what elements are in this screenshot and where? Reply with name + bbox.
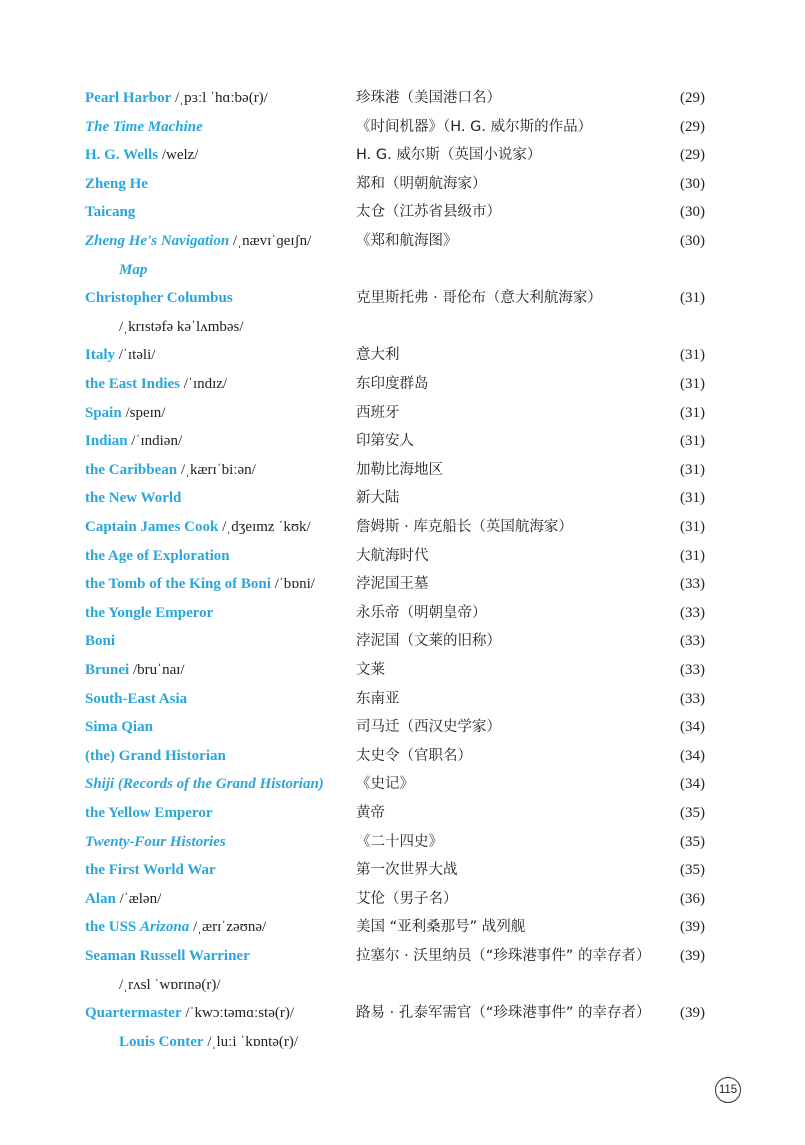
- glossary-row: [0, 256, 805, 284]
- glossary-row: [0, 513, 805, 541]
- page-ref: (30): [680, 204, 705, 221]
- page-ref: (34): [680, 719, 705, 736]
- term-cell: [85, 685, 187, 713]
- headword: Shiji (Records of the Grand Historian): [85, 776, 324, 793]
- term-cell: [85, 513, 311, 541]
- headword: Brunei: [85, 662, 130, 678]
- phonetic: /ˌdʒeɪmz ˈkʊk/: [218, 519, 311, 535]
- page-ref: (36): [680, 890, 705, 907]
- page-ref: (31): [680, 290, 705, 307]
- page-ref: (31): [680, 404, 705, 421]
- term-cell: [85, 399, 165, 427]
- page-ref: (31): [680, 490, 705, 507]
- glossary-row: [0, 341, 805, 369]
- chinese-gloss: 加勒比海地区: [356, 461, 443, 478]
- headword: Louis Conter: [119, 1033, 204, 1050]
- page-ref: (39): [680, 919, 705, 936]
- phonetic: /ˈɪndiən/: [127, 433, 183, 450]
- term-cell: [85, 542, 230, 570]
- phonetic: /ˈɪndɪz/: [180, 376, 228, 392]
- headword: the Age of Exploration: [85, 547, 230, 564]
- term-cell: [85, 341, 155, 369]
- phonetic: /ˈkwɔːtəmɑːstə(r)/: [181, 1005, 295, 1022]
- term-cell: [85, 113, 203, 141]
- chinese-gloss: 浡泥国（文莱的旧称）: [356, 633, 501, 650]
- headword: the Yongle Emperor: [85, 604, 214, 621]
- page-ref: (30): [680, 233, 705, 249]
- chinese-gloss: 《郑和航海图》: [356, 233, 458, 249]
- glossary-row: [0, 370, 805, 398]
- phonetic: /ˌkrɪstəfə kəˈlʌmbəs/: [119, 318, 244, 335]
- page-ref: (33): [680, 604, 705, 621]
- term-cell: [85, 656, 185, 684]
- chinese-gloss: 《史记》: [356, 776, 414, 793]
- glossary-row: [0, 399, 805, 427]
- phonetic: /bruˈnaɪ/: [129, 662, 185, 678]
- term-cell: [85, 828, 226, 856]
- glossary-row: [0, 113, 805, 141]
- chinese-gloss: 《时间机器》（H. G. 威尔斯的作品）: [356, 118, 593, 135]
- headword: Alan: [85, 890, 116, 907]
- phonetic: /ˌkærɪˈbiːən/: [177, 461, 256, 478]
- headword: the Yellow Emperor: [85, 805, 213, 821]
- glossary-row: [0, 484, 805, 512]
- headword: South-East Asia: [85, 690, 188, 707]
- term-cell: [85, 570, 315, 598]
- term-cell: [85, 913, 266, 941]
- headword-italic: Arizona: [140, 919, 190, 936]
- phonetic: /ˈælən/: [115, 890, 162, 907]
- term-cell: [85, 170, 148, 198]
- glossary-row: [0, 713, 805, 741]
- term-cell: [85, 885, 161, 913]
- page-ref: (34): [680, 776, 705, 793]
- term-cell: [119, 971, 221, 999]
- headword: Christopher Columbus: [85, 290, 233, 307]
- page-ref: (33): [680, 576, 705, 593]
- chinese-gloss: 艾伦（男子名）: [356, 890, 458, 907]
- headword: Sima Qian: [85, 719, 153, 736]
- chinese-gloss: 印第安人: [356, 433, 414, 450]
- headword: (the) Grand Historian: [85, 747, 226, 764]
- chinese-gloss: 新大陆: [356, 490, 400, 507]
- page-ref: (29): [680, 118, 705, 135]
- glossary-row: [0, 627, 805, 655]
- chinese-gloss: 司马迁（西汉史学家）: [356, 719, 501, 736]
- term-cell: [85, 227, 311, 255]
- headword: Spain: [85, 404, 122, 421]
- page-ref: (39): [680, 1005, 705, 1022]
- term-cell: [119, 1028, 298, 1056]
- page-ref: (33): [680, 690, 705, 707]
- term-cell: [85, 427, 182, 455]
- term-cell: [85, 370, 227, 398]
- page-number: 115: [715, 1077, 741, 1103]
- term-cell: [85, 484, 181, 512]
- headword: the First World War: [85, 862, 216, 879]
- chinese-gloss: H. G. 威尔斯（英国小说家）: [356, 147, 542, 164]
- glossary-row: [0, 999, 805, 1027]
- headword: Indian: [85, 433, 128, 450]
- chinese-gloss: 第一次世界大战: [356, 862, 458, 879]
- headword: the USS: [85, 919, 141, 936]
- page-ref: (35): [680, 833, 705, 850]
- chinese-gloss: 大航海时代: [356, 547, 429, 564]
- term-cell: [119, 313, 244, 341]
- headword: Map: [119, 261, 148, 278]
- term-cell: [85, 856, 216, 884]
- headword: the Caribbean: [85, 461, 178, 478]
- glossary-row: [0, 971, 805, 999]
- page-ref: (31): [680, 461, 705, 478]
- page-ref: (33): [680, 662, 705, 678]
- chinese-gloss: 文莱: [356, 662, 385, 678]
- page-ref: (34): [680, 747, 705, 764]
- page-ref: (35): [680, 805, 705, 821]
- headword: the New World: [85, 490, 182, 507]
- glossary-row: [0, 170, 805, 198]
- headword: Seaman Russell Warriner: [85, 948, 250, 964]
- phonetic: /ˈbɒni/: [270, 576, 315, 593]
- term-cell: [85, 627, 115, 655]
- glossary-row: [0, 1028, 805, 1056]
- glossary-row: [0, 227, 805, 255]
- chinese-gloss: 黄帝: [356, 805, 385, 821]
- glossary-row: [0, 456, 805, 484]
- glossary-row: [0, 856, 805, 884]
- term-cell: [85, 942, 250, 970]
- headword: Zheng He: [85, 175, 148, 192]
- headword: The Time Machine: [85, 118, 203, 135]
- glossary-row: [0, 313, 805, 341]
- headword: Quartermaster: [85, 1005, 182, 1022]
- phonetic: /ˌærɪˈzəʊnə/: [189, 919, 267, 936]
- glossary-row: [0, 885, 805, 913]
- headword: Taicang: [85, 204, 136, 221]
- headword: the Tomb of the King of Boni: [85, 576, 271, 593]
- page-ref: (33): [680, 633, 705, 650]
- term-cell: [119, 256, 147, 284]
- headword: the East Indies: [85, 376, 181, 392]
- glossary-row: [0, 198, 805, 226]
- chinese-gloss: 意大利: [356, 347, 400, 364]
- headword: Boni: [85, 633, 116, 650]
- glossary-row: [0, 141, 805, 169]
- phonetic: /speɪn/: [121, 404, 166, 421]
- term-cell: [85, 742, 226, 770]
- glossary-row: [0, 742, 805, 770]
- term-cell: [85, 84, 268, 112]
- page-ref: (31): [680, 433, 705, 450]
- chinese-gloss: 詹姆斯 · 库克船长（英国航海家）: [356, 519, 573, 535]
- page-ref: (30): [680, 175, 705, 192]
- chinese-gloss: 太史令（官职名）: [356, 747, 472, 764]
- chinese-gloss: 珍珠港（美国港口名）: [356, 90, 501, 106]
- chinese-gloss: 东南亚: [356, 690, 400, 707]
- headword: Italy: [85, 347, 115, 364]
- chinese-gloss: 西班牙: [356, 404, 400, 421]
- glossary-row: [0, 770, 805, 798]
- term-cell: [85, 141, 198, 169]
- chinese-gloss: 郑和（明朝航海家）: [356, 175, 487, 192]
- chinese-gloss: 《二十四史》: [356, 833, 443, 850]
- chinese-gloss: 永乐帝（明朝皇帝）: [356, 604, 487, 621]
- page-ref: (31): [680, 519, 705, 535]
- headword: Pearl Harbor: [85, 90, 172, 106]
- term-cell: [85, 799, 212, 827]
- glossary-row: [0, 427, 805, 455]
- headword: Twenty-Four Histories: [85, 833, 226, 850]
- page-ref: (31): [680, 347, 705, 364]
- chinese-gloss: 东印度群岛: [356, 376, 429, 392]
- phonetic: /ˌluːi ˈkɒntə(r)/: [203, 1033, 299, 1050]
- phonetic: /welz/: [158, 147, 199, 164]
- chinese-gloss: 美国 “亚利桑那号” 战列舰: [356, 919, 526, 936]
- page-ref: (39): [680, 948, 705, 964]
- glossary-row: [0, 284, 805, 312]
- term-cell: [85, 599, 213, 627]
- phonetic: /ˈɪtəli/: [115, 347, 156, 364]
- headword: Zheng He's Navigation: [85, 233, 230, 249]
- glossary-row: [0, 913, 805, 941]
- glossary-row: [0, 599, 805, 627]
- page-ref: (35): [680, 862, 705, 879]
- glossary-row: [0, 656, 805, 684]
- chinese-gloss: 拉塞尔 · 沃里纳员（“珍珠港事件” 的幸存者）: [356, 948, 651, 964]
- glossary-row: [0, 542, 805, 570]
- headword: H. G. Wells: [85, 147, 159, 164]
- chinese-gloss: 路易 · 孔泰军需官（“珍珠港事件” 的幸存者）: [356, 1005, 651, 1022]
- term-cell: [85, 284, 233, 312]
- page-ref: (31): [680, 547, 705, 564]
- page-ref: (29): [680, 147, 705, 164]
- glossary-row: [0, 942, 805, 970]
- term-cell: [85, 999, 294, 1027]
- page-ref: (31): [680, 376, 705, 392]
- term-cell: [85, 713, 153, 741]
- headword: Captain James Cook: [85, 519, 219, 535]
- phonetic: /ˌrʌsl ˈwɒrɪnə(r)/: [119, 976, 221, 993]
- term-cell: [85, 770, 324, 798]
- phonetic: /ˌpɜːl ˈhɑːbə(r)/: [171, 90, 268, 106]
- chinese-gloss: 浡泥国王墓: [356, 576, 429, 593]
- chinese-gloss: 太仓（江苏省县级市）: [356, 204, 501, 221]
- glossary-row: [0, 685, 805, 713]
- glossary-row: [0, 84, 805, 112]
- glossary-row: [0, 799, 805, 827]
- glossary-row: [0, 570, 805, 598]
- page-ref: (29): [680, 90, 705, 106]
- phonetic: /ˌnævɪˈɡeɪʃn/: [229, 233, 312, 249]
- glossary-row: [0, 828, 805, 856]
- term-cell: [85, 456, 256, 484]
- chinese-gloss: 克里斯托弗 · 哥伦布（意大利航海家）: [356, 290, 602, 307]
- term-cell: [85, 198, 135, 226]
